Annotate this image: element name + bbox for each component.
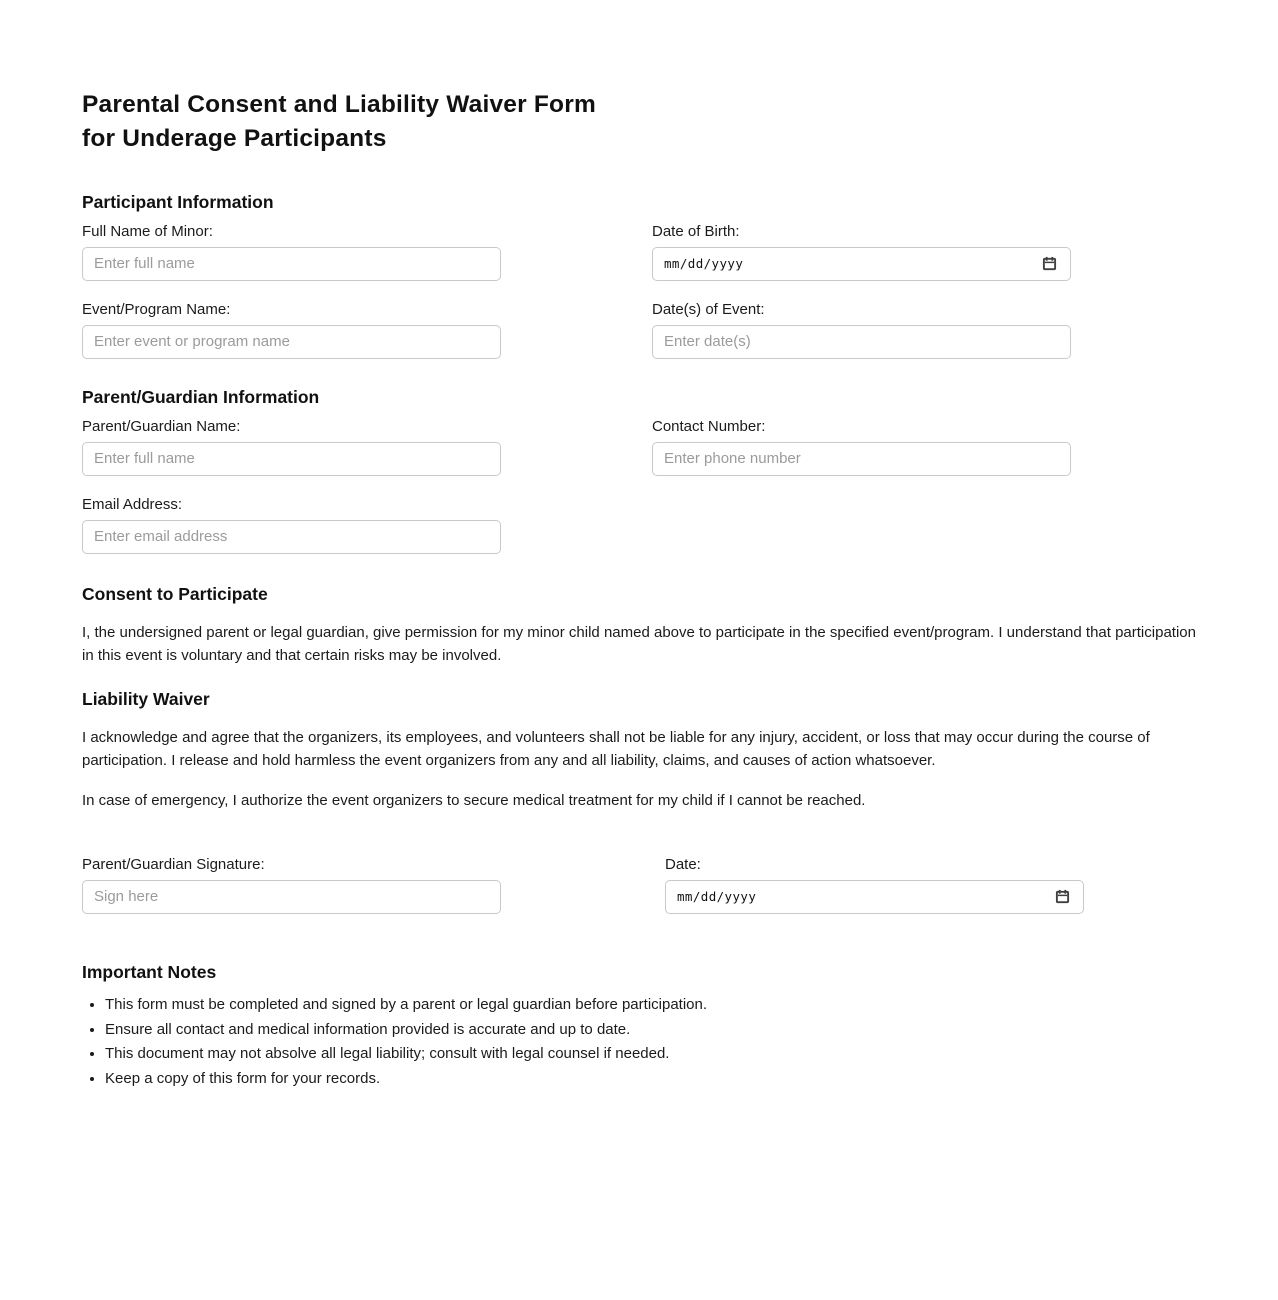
- participant-information-heading: Participant Information: [82, 191, 274, 212]
- email-input[interactable]: [82, 520, 501, 554]
- signature-row: [82, 854, 1196, 914]
- note-item: • This form must be completed and signed by a parent or legal guardian before participation.: [105, 993, 1196, 1016]
- consent-heading: Consent to Participate: [82, 583, 268, 604]
- page-title-line1: Parental Consent and Liability Waiver Form: [82, 91, 596, 118]
- signature-date-input[interactable]: [665, 880, 1084, 914]
- event-dates-label: Date(s) of Event:: [652, 300, 765, 318]
- consent-paragraph: I, the undersigned parent or legal guardian, give permission for my minor child named above to participate in the specified event/program. I understand that participation in this event is voluntary and that certain risks may be involved.: [82, 623, 1196, 664]
- event-name-input[interactable]: [82, 325, 501, 359]
- waiver-form-page: [82, 0, 1196, 1090]
- event-dates-input[interactable]: [652, 325, 1071, 359]
- waiver-paragraph-2: In case of emergency, I authorize the event organizers to secure medical treatment for my child if I cannot be reached.: [82, 791, 866, 809]
- full-name-label: Full Name of Minor:: [82, 222, 213, 240]
- contact-number-input[interactable]: [652, 442, 1071, 476]
- signature-label: Parent/Guardian Signature:: [82, 855, 265, 873]
- contact-number-field-group: [652, 416, 1071, 476]
- dob-date-input[interactable]: [652, 247, 1071, 281]
- guardian-name-field-group: [82, 416, 501, 476]
- guardian-row-1: [82, 416, 1196, 476]
- full-name-input[interactable]: [82, 247, 501, 281]
- calendar-icon[interactable]: [1042, 256, 1057, 271]
- consent-section: [82, 584, 1196, 668]
- participant-row-1: [82, 221, 1196, 281]
- page-title-line2: for Underage Participants: [82, 124, 387, 152]
- signature-input[interactable]: [82, 880, 501, 914]
- waiver-paragraph-1: I acknowledge and agree that the organizers, its employees, and volunteers shall not be liable for any injury, accident, or loss that may occur during the course of participation. I release and hold harmless the event organizers from any and all liability, claims, and causes of action whatsoever.: [82, 729, 1150, 770]
- important-notes-section: [82, 962, 1196, 1091]
- full-name-field-group: [82, 221, 501, 281]
- signature-date-field-group: [665, 854, 1084, 914]
- notes-list: [82, 993, 1196, 1091]
- email-label: Email Address:: [82, 495, 183, 513]
- note-item: • Ensure all contact and medical information provided is accurate and up to date.: [105, 1018, 1196, 1041]
- event-dates-field-group: [652, 299, 1071, 359]
- signature-field-group: [82, 854, 501, 914]
- guardian-row-2: [82, 494, 1196, 554]
- dob-field-group: [652, 221, 1071, 281]
- calendar-icon[interactable]: [1055, 889, 1070, 904]
- parent-guardian-information-heading: Parent/Guardian Information: [82, 386, 320, 407]
- liability-waiver-section: [82, 689, 1196, 812]
- participant-information-section: [82, 192, 1196, 359]
- event-name-field-group: [82, 299, 501, 359]
- signature-date-label: Date:: [665, 855, 701, 873]
- page-title: [82, 88, 1196, 156]
- dob-date-placeholder: mm/dd/yyyy: [664, 256, 744, 272]
- guardian-name-label: Parent/Guardian Name:: [82, 417, 241, 435]
- important-notes-heading: Important Notes: [82, 961, 217, 982]
- signature-date-placeholder: mm/dd/yyyy: [677, 889, 757, 905]
- note-item: • This document may not absolve all legal liability; consult with legal counsel if needed.: [105, 1042, 1196, 1065]
- event-name-label: Event/Program Name:: [82, 300, 231, 318]
- parent-guardian-information-section: [82, 387, 1196, 554]
- email-field-group: [82, 494, 501, 554]
- participant-row-2: [82, 299, 1196, 359]
- guardian-name-input[interactable]: [82, 442, 501, 476]
- liability-waiver-heading: Liability Waiver: [82, 689, 210, 710]
- contact-number-label: Contact Number:: [652, 417, 766, 435]
- note-item: • Keep a copy of this form for your records.: [105, 1067, 1196, 1090]
- dob-label: Date of Birth:: [652, 222, 740, 240]
